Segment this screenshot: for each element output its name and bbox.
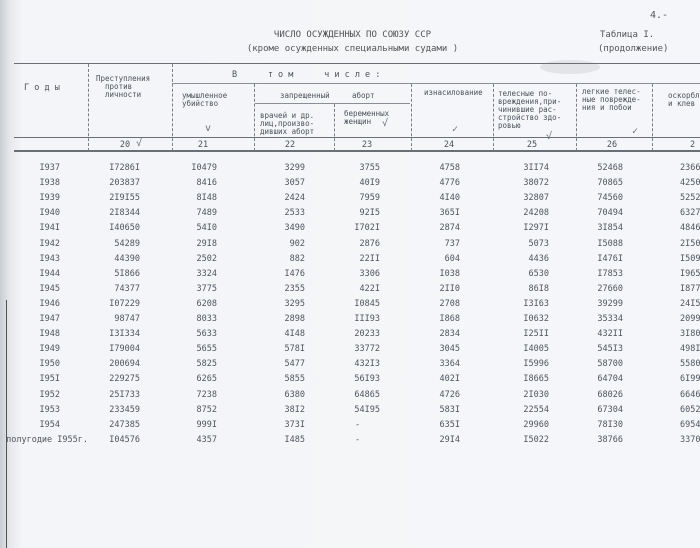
value-cell: 6208: [196, 298, 217, 309]
header-years: Г о д ы: [24, 83, 60, 93]
table-row: [0, 405, 700, 420]
table-row: [0, 269, 700, 284]
column-number: 23: [361, 140, 373, 150]
value-cell: 2834: [439, 329, 460, 340]
value-cell: 35334: [597, 314, 623, 324]
value-cell: 25I733: [109, 389, 140, 400]
value-cell: 6646: [680, 389, 700, 400]
value-cell: 6052: [680, 404, 700, 415]
value-cell: I7853: [597, 268, 623, 279]
value-cell: 2II0: [439, 283, 460, 294]
table-row: [0, 284, 700, 299]
column-divider: [172, 64, 173, 151]
table-row: [0, 163, 700, 178]
column-number: 25: [526, 140, 538, 150]
value-cell: I4005: [523, 344, 549, 355]
table-row: [0, 435, 700, 450]
check-mark: ✓: [452, 124, 459, 135]
value-cell: 2I030: [523, 389, 549, 400]
year-cell: I943: [39, 253, 60, 264]
value-cell: 6I99: [680, 374, 700, 385]
table-row: [0, 223, 700, 238]
value-cell: I702I: [354, 223, 380, 234]
column-number: 20: [119, 140, 131, 150]
value-cell: 5655: [196, 344, 217, 355]
column-divider: [576, 84, 577, 151]
document-title: ЧИСЛО ОСУЖДЕННЫХ ПО СОЮЗУ ССР: [273, 30, 432, 40]
value-cell: 578I: [284, 344, 305, 355]
value-cell: 27660: [597, 283, 623, 294]
header-crimes-against-person: Преступления против личности: [96, 74, 151, 99]
year-cell: I94I: [39, 223, 60, 234]
value-cell: 8416: [196, 178, 217, 189]
value-cell: 3I854: [597, 223, 623, 234]
header-top-rule: [14, 63, 700, 64]
value-cell: I485: [284, 434, 305, 445]
header-illegal: запрещенный: [280, 91, 330, 100]
value-cell: 33772: [354, 344, 380, 355]
value-cell: 44390: [114, 253, 140, 264]
column-number: 22: [284, 140, 296, 150]
value-cell: 74560: [597, 193, 623, 204]
value-cell: I3I63: [523, 298, 549, 309]
value-cell: 4726: [439, 389, 460, 400]
abortion-rule: [255, 103, 410, 104]
value-cell: 74377: [114, 283, 140, 294]
value-cell: 402I: [439, 374, 460, 385]
year-cell: I953: [39, 404, 60, 415]
table-row: [0, 178, 700, 193]
value-cell: 2I9I55: [109, 193, 140, 204]
header-murder: умышленное убийство: [182, 91, 228, 108]
table-row: [0, 254, 700, 269]
value-cell: 40I9: [359, 178, 380, 189]
column-number: 2: [690, 140, 696, 150]
value-cell: 3324: [196, 268, 217, 279]
year-cell: I938: [39, 178, 60, 189]
value-cell: 3299: [284, 163, 305, 173]
value-cell: 3295: [284, 298, 305, 309]
value-cell: I0632: [523, 314, 549, 324]
header-insult: оскорбл и клев: [668, 91, 700, 108]
value-cell: I07229: [109, 298, 140, 309]
value-cell: 3057: [284, 178, 305, 189]
value-cell: 24208: [523, 208, 549, 219]
value-cell: 3I80: [680, 329, 700, 340]
value-cell: 3370: [680, 434, 700, 445]
year-cell: I945: [39, 283, 60, 294]
value-cell: 2533: [284, 208, 305, 219]
value-cell: 64704: [597, 374, 623, 385]
header-bottom-rule: [14, 150, 700, 152]
value-cell: 3364: [439, 359, 460, 370]
value-cell: 56I93: [354, 374, 380, 385]
value-cell: 3II74: [523, 163, 549, 173]
value-cell: 6530: [528, 268, 549, 279]
value-cell: I40650: [109, 223, 140, 234]
value-cell: 5855: [284, 374, 305, 385]
value-cell: 7489: [196, 208, 217, 219]
value-cell: 86I8: [528, 283, 549, 294]
value-cell: 32807: [523, 193, 549, 204]
value-cell: 4758: [439, 163, 460, 173]
value-cell: 29I4: [439, 434, 460, 445]
year-cell: I952: [39, 389, 60, 400]
value-cell: 365I: [439, 208, 460, 219]
header-light-harm: легкие телес- ные поврежде- ния и побои: [582, 87, 641, 112]
value-cell: 2876: [359, 238, 380, 249]
value-cell: 4846: [680, 223, 700, 234]
value-cell: 38I2: [284, 404, 305, 415]
year-cell: I939: [39, 193, 60, 204]
header-rape: изнасилование: [424, 88, 483, 97]
value-cell: 4I48: [284, 329, 305, 340]
value-cell: 58700: [597, 359, 623, 370]
value-cell: 432I3: [354, 359, 380, 370]
value-cell: 22II: [359, 253, 380, 264]
page-number: 4.-: [650, 10, 669, 21]
value-cell: 2355: [284, 283, 305, 294]
value-cell: 98747: [114, 314, 140, 324]
year-cell: I947: [39, 314, 60, 324]
value-cell: I509: [680, 253, 700, 264]
value-cell: 882: [289, 253, 305, 264]
value-cell: 8033: [196, 314, 217, 324]
value-cell: I877: [680, 283, 700, 294]
value-cell: 4357: [196, 434, 217, 445]
column-number: 21: [197, 140, 209, 150]
header-including: В т о м ч и с л е :: [232, 70, 381, 80]
value-cell: 373I: [284, 419, 305, 430]
value-cell: 7238: [196, 389, 217, 400]
table-row: [0, 359, 700, 374]
value-cell: 4776: [439, 178, 460, 189]
value-cell: 498I: [680, 344, 700, 355]
value-cell: 5252: [680, 193, 700, 204]
value-cell: 545I3: [597, 344, 623, 355]
year-cell: I942: [39, 238, 60, 249]
value-cell: 902: [289, 238, 305, 249]
value-cell: 2874: [439, 223, 460, 234]
header-doctors-abortion: врачей и др. лиц,произво- дивших аборт: [260, 111, 315, 136]
value-cell: I965: [680, 268, 700, 279]
value-cell: 29960: [523, 419, 549, 430]
value-cell: 583I: [439, 404, 460, 415]
year-cell: I940: [39, 208, 60, 219]
value-cell: 54I95: [354, 404, 380, 415]
value-cell: 64865: [354, 389, 380, 400]
table-row: [0, 239, 700, 254]
value-cell: I038: [439, 268, 460, 279]
value-cell: I5088: [597, 238, 623, 249]
value-cell: I3I334: [109, 329, 140, 340]
value-cell: 67304: [597, 404, 623, 415]
check-mark: √: [136, 138, 143, 149]
check-mark: v: [205, 123, 212, 134]
value-cell: 8I48: [196, 193, 217, 204]
value-cell: 4I40: [439, 193, 460, 204]
value-cell: 2099: [680, 314, 700, 324]
value-cell: 432II: [597, 329, 623, 340]
value-cell: I5996: [523, 359, 549, 370]
value-cell: 3045: [439, 344, 460, 355]
table-row: [0, 390, 700, 405]
header-pregnant-women: беременных женщин: [344, 109, 390, 126]
value-cell: 5477: [284, 359, 305, 370]
value-cell: 29I8: [196, 238, 217, 249]
value-cell: 4250: [680, 178, 700, 189]
value-cell: 247385: [109, 419, 140, 430]
header-bodily-harm: телесные по- вреждения,при- чинившие рас- стройство здо- ровью: [498, 89, 562, 130]
column-divider: [254, 84, 255, 151]
table-row: [0, 374, 700, 389]
value-cell: 68026: [597, 389, 623, 400]
value-cell: 2I50: [680, 238, 700, 249]
value-cell: I476I: [597, 253, 623, 264]
column-divider: [88, 64, 89, 151]
value-cell: 38072: [523, 178, 549, 189]
year-cell: I937: [39, 163, 60, 173]
value-cell: I0845: [354, 298, 380, 309]
value-cell: 20233: [354, 329, 380, 340]
table-row: [0, 329, 700, 344]
table-row: [0, 208, 700, 223]
value-cell: 422I: [359, 283, 380, 294]
value-cell: 54I0: [196, 223, 217, 234]
value-cell: I79004: [109, 344, 140, 355]
column-number-top-rule: [14, 137, 700, 138]
including-rule: [172, 83, 700, 84]
year-cell: I950: [39, 359, 60, 370]
value-cell: 22554: [523, 404, 549, 415]
value-cell: 3306: [359, 268, 380, 279]
value-cell: 635I: [439, 419, 460, 430]
value-cell: 54289: [114, 238, 140, 249]
year-cell: I948: [39, 329, 60, 340]
value-cell: 2366: [680, 163, 700, 173]
value-cell: 6954: [680, 419, 700, 430]
value-cell: 78I30: [597, 419, 623, 430]
year-cell: I946: [39, 298, 60, 309]
year-cell: I95I: [39, 374, 60, 385]
value-cell: 8752: [196, 404, 217, 415]
value-cell: 70865: [597, 178, 623, 189]
value-cell: 24I5: [680, 298, 700, 309]
value-cell: 39299: [597, 298, 623, 309]
value-cell: 2898: [284, 314, 305, 324]
value-cell: -: [354, 434, 361, 445]
column-divider: [652, 84, 653, 151]
value-cell: I8665: [523, 374, 549, 385]
value-cell: 4436: [528, 253, 549, 264]
table-row: [0, 420, 700, 435]
document-subtitle: (кроме осужденных специальными судами ): [246, 44, 459, 54]
table-row: [0, 193, 700, 208]
value-cell: 2708: [439, 298, 460, 309]
value-cell: 2424: [284, 193, 305, 204]
table-label: Таблица I.: [600, 30, 655, 40]
value-cell: 233459: [109, 404, 140, 415]
year-cell: I954: [39, 419, 60, 430]
value-cell: 6265: [196, 374, 217, 385]
column-divider: [411, 84, 412, 151]
column-divider: [334, 104, 335, 151]
value-cell: I476: [284, 268, 305, 279]
value-cell: 2502: [196, 253, 217, 264]
value-cell: I868: [439, 314, 460, 324]
value-cell: 6327: [680, 208, 700, 219]
value-cell: I7286I: [109, 163, 140, 173]
value-cell: I04576: [109, 434, 140, 445]
value-cell: 70494: [597, 208, 623, 219]
table-row: [0, 314, 700, 329]
table-row: [0, 344, 700, 359]
table-row: [0, 299, 700, 314]
column-divider: [493, 84, 494, 151]
value-cell: 92I5: [359, 208, 380, 219]
value-cell: 5580: [680, 359, 700, 370]
column-number: 24: [443, 140, 455, 150]
value-cell: I297I: [523, 223, 549, 234]
value-cell: 6380: [284, 389, 305, 400]
value-cell: 5825: [196, 359, 217, 370]
value-cell: 5I866: [114, 268, 140, 279]
value-cell: 604: [444, 253, 460, 264]
column-number: 26: [606, 140, 618, 150]
value-cell: 200694: [109, 359, 140, 370]
value-cell: 229275: [109, 374, 140, 385]
value-cell: 2I8344: [109, 208, 140, 219]
value-cell: 5633: [196, 329, 217, 340]
value-cell: 3490: [284, 223, 305, 234]
check-mark: √: [382, 118, 389, 129]
year-cell: I949: [39, 344, 60, 355]
value-cell: I25II: [523, 329, 549, 340]
value-cell: 737: [444, 238, 460, 249]
year-cell: I944: [39, 268, 60, 279]
value-cell: I5022: [523, 434, 549, 445]
check-mark: √: [546, 131, 553, 142]
value-cell: 3755: [359, 163, 380, 173]
year-cell: полугодие I955г.: [6, 434, 88, 445]
value-cell: I0479: [191, 163, 217, 173]
value-cell: 3775: [196, 283, 217, 294]
value-cell: 52468: [597, 163, 623, 173]
table-continuation: (продолжение): [598, 44, 669, 54]
header-abortion: аборт: [352, 91, 375, 100]
value-cell: -: [354, 419, 361, 430]
value-cell: 38766: [597, 434, 623, 445]
value-cell: 7959: [359, 193, 380, 204]
value-cell: 203837: [109, 178, 140, 189]
value-cell: 999I: [196, 419, 217, 430]
value-cell: III93: [354, 314, 380, 324]
value-cell: 5073: [528, 238, 549, 249]
check-mark: ✓: [632, 126, 639, 137]
